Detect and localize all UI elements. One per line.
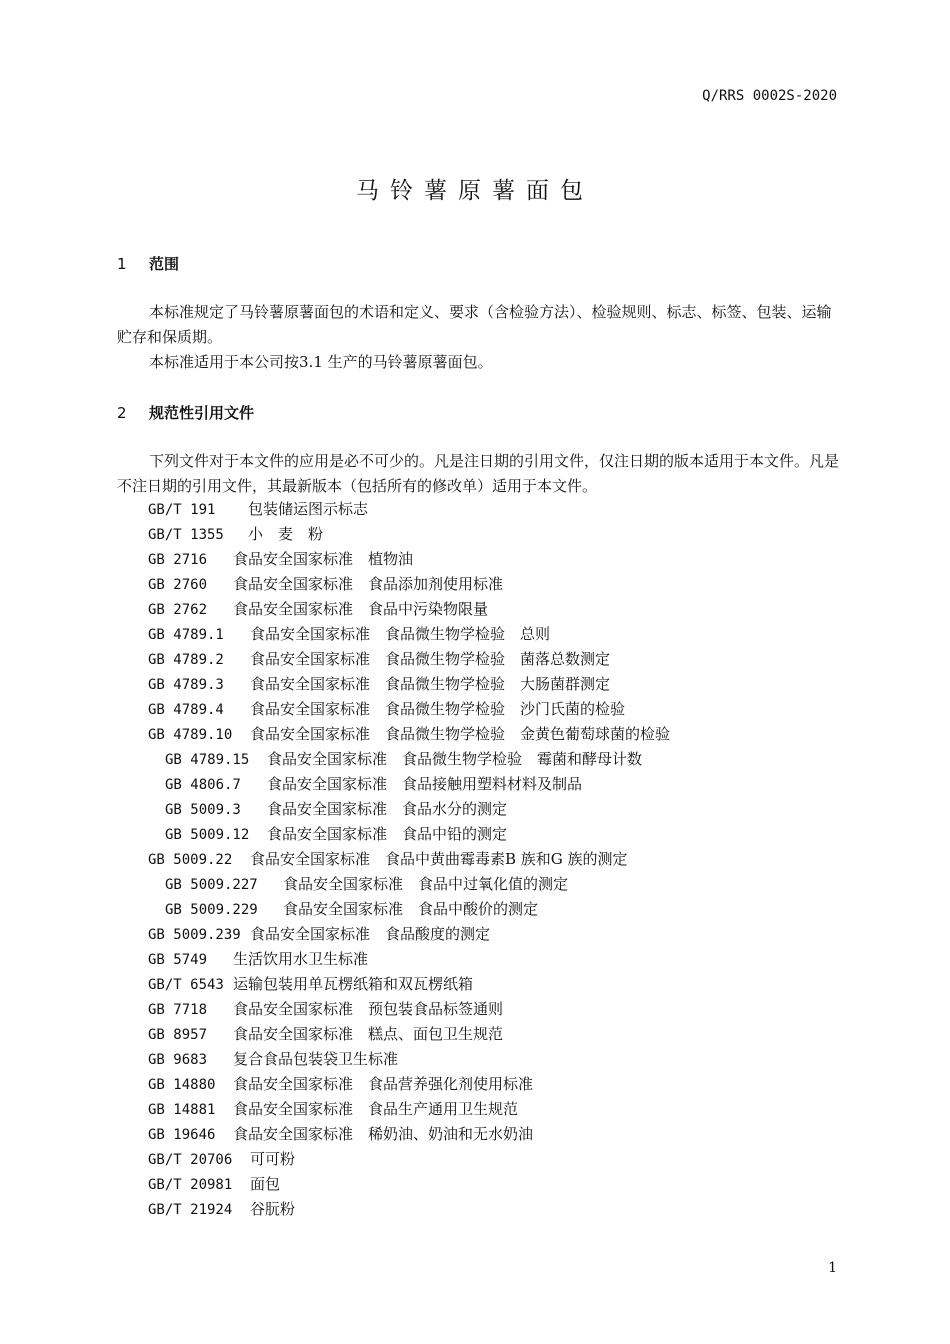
reference-title: 包装储运图示标志 [248, 500, 369, 518]
reference-code: GB 4789.10 [148, 727, 233, 743]
reference-title: 食品安全国家标准 食品营养强化剂使用标准 [233, 1075, 534, 1093]
reference-item [148, 1072, 670, 1097]
reference-title: 食品安全国家标准 食品微生物学检验 霉菌和酵母计数 [267, 750, 643, 768]
reference-title: 复合食品包装袋卫生标准 [233, 1050, 399, 1068]
reference-item [148, 772, 670, 797]
reference-item [148, 1172, 670, 1197]
reference-code: GB 4789.2 [148, 652, 224, 668]
reference-code: GB 2760 [148, 577, 208, 593]
section-1-paragraph-2 [117, 350, 839, 375]
reference-item [148, 722, 670, 747]
section-2-intro [117, 449, 839, 499]
reference-code: GB 2762 [148, 602, 208, 618]
reference-title: 小 麦 粉 [248, 525, 324, 543]
section-1-text-1: 本标准规定了马铃薯原薯面包的术语和定义、要求（含检验方法）、检验规则、标志、标签、包装、运输贮存和保质期。 [117, 303, 832, 346]
reference-code: GB 14880 [148, 1077, 216, 1093]
reference-code: GB 4806.7 [165, 777, 241, 793]
reference-title: 食品安全国家标准 食品微生物学检验 沙门氏菌的检验 [250, 700, 626, 718]
reference-title: 食品安全国家标准 食品中铅的测定 [267, 825, 508, 843]
reference-code: GB/T 191 [148, 502, 216, 518]
reference-title: 食品安全国家标准 糕点、面包卫生规范 [233, 1025, 504, 1043]
reference-code: GB/T 6543 [148, 977, 224, 993]
reference-code: GB 5009.227 [165, 877, 258, 893]
reference-title: 食品安全国家标准 食品接触用塑料材料及制品 [267, 775, 583, 793]
reference-code: GB/T 20706 [148, 1152, 233, 1168]
reference-item [148, 1047, 670, 1072]
reference-list [148, 497, 670, 1222]
section-2-heading [117, 402, 254, 423]
reference-code: GB 4789.1 [148, 627, 224, 643]
reference-item [148, 497, 670, 522]
reference-code: GB 5009.239 [148, 927, 241, 943]
reference-item [148, 797, 670, 822]
reference-title: 食品安全国家标准 食品中污染物限量 [233, 600, 489, 618]
reference-item [148, 672, 670, 697]
reference-item [148, 572, 670, 597]
reference-code: GB 14881 [148, 1102, 216, 1118]
reference-title: 食品安全国家标准 食品微生物学检验 大肠菌群测定 [250, 675, 611, 693]
reference-title: 食品安全国家标准 植物油 [233, 550, 414, 568]
reference-item [148, 897, 670, 922]
reference-item [148, 847, 670, 872]
reference-item [148, 822, 670, 847]
reference-title: 可可粉 [250, 1150, 296, 1168]
reference-title: 食品安全国家标准 稀奶油、奶油和无水奶油 [233, 1125, 534, 1143]
reference-code: GB 5009.3 [165, 802, 241, 818]
reference-item [148, 922, 670, 947]
reference-code: GB/T 20981 [148, 1177, 233, 1193]
section-2-number: 2 [117, 404, 127, 422]
reference-title: 谷朊粉 [250, 1200, 296, 1218]
reference-code: GB/T 21924 [148, 1202, 233, 1218]
reference-item [148, 1197, 670, 1222]
reference-item [148, 1022, 670, 1047]
reference-title: 食品安全国家标准 食品中酸价的测定 [283, 900, 539, 918]
reference-title: 食品安全国家标准 食品中黄曲霉毒素B 族和G 族的测定 [250, 850, 628, 868]
reference-title: 食品安全国家标准 预包装食品标签通则 [233, 1000, 504, 1018]
section-2-title: 规范性引用文件 [149, 404, 255, 422]
reference-title: 运输包装用单瓦楞纸箱和双瓦楞纸箱 [233, 975, 474, 993]
reference-item [148, 597, 670, 622]
reference-code: GB 4789.4 [148, 702, 224, 718]
reference-code: GB 7718 [148, 1002, 208, 1018]
reference-code: GB 4789.3 [148, 677, 224, 693]
page-number: 1 [828, 1260, 837, 1276]
reference-item [148, 1097, 670, 1122]
reference-code: GB 8957 [148, 1027, 208, 1043]
reference-item [148, 972, 670, 997]
standard-code: Q/RRS 0002S-2020 [702, 88, 837, 104]
reference-code: GB 5749 [148, 952, 208, 968]
reference-item [148, 647, 670, 672]
reference-code: GB 5009.12 [165, 827, 250, 843]
reference-title: 食品安全国家标准 食品微生物学检验 总则 [250, 625, 551, 643]
section-2-intro-text: 下列文件对于本文件的应用是必不可少的。凡是注日期的引用文件，仅注日期的版本适用于本文件。凡是不注日期的引用文件，其最新版本（包括所有的修改单）适用于本文件。 [117, 452, 840, 495]
reference-item [148, 1147, 670, 1172]
reference-title: 生活饮用水卫生标准 [233, 950, 369, 968]
reference-item [148, 697, 670, 722]
reference-item [148, 747, 670, 772]
reference-title: 食品安全国家标准 食品生产通用卫生规范 [233, 1100, 519, 1118]
reference-code: GB 4789.15 [165, 752, 250, 768]
reference-title: 食品安全国家标准 食品水分的测定 [267, 800, 508, 818]
reference-item [148, 547, 670, 572]
reference-item [148, 872, 670, 897]
section-1-number: 1 [117, 255, 127, 273]
reference-title: 食品安全国家标准 食品添加剂使用标准 [233, 575, 504, 593]
reference-title: 食品安全国家标准 食品微生物学检验 菌落总数测定 [250, 650, 611, 668]
reference-title: 面包 [250, 1175, 281, 1193]
reference-title: 食品安全国家标准 食品酸度的测定 [250, 925, 491, 943]
reference-code: GB 5009.22 [148, 852, 233, 868]
reference-code: GB 2716 [148, 552, 208, 568]
reference-item [148, 522, 670, 547]
reference-item [148, 1122, 670, 1147]
reference-item [148, 622, 670, 647]
reference-title: 食品安全国家标准 食品中过氧化值的测定 [283, 875, 569, 893]
reference-code: GB 9683 [148, 1052, 208, 1068]
reference-code: GB/T 1355 [148, 527, 224, 543]
reference-code: GB 5009.229 [165, 902, 258, 918]
section-1-paragraph-1 [117, 300, 839, 350]
reference-code: GB 19646 [148, 1127, 216, 1143]
reference-item [148, 947, 670, 972]
document-title: 马铃薯原薯面包 [356, 178, 594, 204]
section-1-text-2: 本标准适用于本公司按3.1 生产的马铃薯原薯面包。 [149, 353, 493, 371]
section-1-title: 范围 [149, 255, 180, 273]
reference-item [148, 997, 670, 1022]
section-1-heading [117, 253, 179, 274]
reference-title: 食品安全国家标准 食品微生物学检验 金黄色葡萄球菌的检验 [250, 725, 671, 743]
